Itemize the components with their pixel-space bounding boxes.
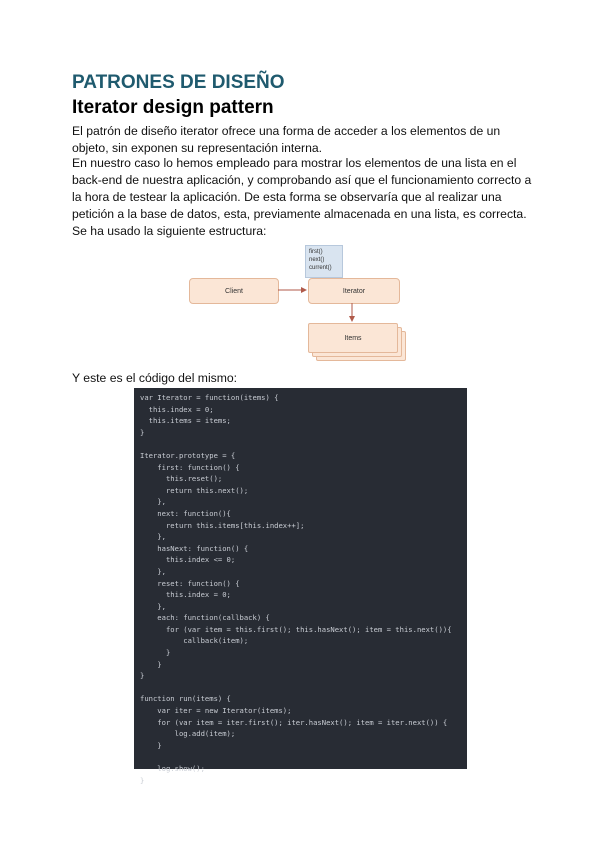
code-line: } xyxy=(140,648,171,658)
code-line: log.show(); xyxy=(140,764,205,773)
code-line: first: function() { xyxy=(140,462,240,472)
code-line: reset: function() { xyxy=(140,578,240,588)
client-label: Client xyxy=(225,287,243,295)
code-line: next: function(){ xyxy=(140,508,231,518)
code-line: } xyxy=(140,659,162,669)
code-line: hasNext: function() { xyxy=(140,543,249,553)
code-line: }, xyxy=(140,532,166,542)
method-first: first() xyxy=(309,249,323,255)
client-box xyxy=(189,278,279,304)
code-line: callback(item); xyxy=(140,636,249,646)
items-label: Items xyxy=(344,334,362,342)
code-line: this.index = 0; xyxy=(140,404,214,414)
code-line: }, xyxy=(140,566,166,576)
usage-paragraph: En nuestro caso lo hemos empleado para mostrar los elementos de una lista en el back-end de nuestra aplicación, y comprobando así que el funcionamiento correcto a la hora de testear la aplicación. De esta forma se observaría que al realizar una petición a la base de datos, esta, previamente almacenada en una lista, es correcta. Se ha usado la siguiente estructura: xyxy=(72,156,532,238)
code-line: } xyxy=(140,671,145,681)
code-line: }, xyxy=(140,497,166,507)
code-line: return this.next(); xyxy=(140,485,249,495)
code-line: for (var item = iter.first(); iter.hasNext(); item = iter.next()) { xyxy=(140,717,448,727)
code-line: Iterator.prototype = { xyxy=(140,450,236,460)
items-box xyxy=(308,323,398,353)
code-line: var Iterator = function(items) { xyxy=(140,393,279,402)
code-line: } xyxy=(140,427,145,437)
iterator-methods-note xyxy=(305,245,343,278)
code-line: log.add(item); xyxy=(140,729,236,739)
code-intro-paragraph: Y este es el código del mismo: xyxy=(72,371,238,385)
iterator-box xyxy=(308,278,400,304)
method-current: current() xyxy=(309,265,332,271)
code-line xyxy=(140,682,461,694)
code-line: }, xyxy=(140,601,166,611)
code-line: return this.items[this.index++]; xyxy=(140,520,305,530)
code-line: } xyxy=(140,775,145,785)
code-line xyxy=(140,438,461,450)
code-line: var iter = new Iterator(items); xyxy=(140,706,292,716)
code-line: this.reset(); xyxy=(140,474,223,484)
code-line: each: function(callback) { xyxy=(140,613,270,623)
code-line: this.index = 0; xyxy=(140,590,231,600)
method-next: next() xyxy=(309,257,325,263)
code-block xyxy=(134,388,467,785)
code-line: this.index <= 0; xyxy=(140,555,236,565)
page-title: PATRONES DE DISEÑO xyxy=(72,72,285,93)
code-line: this.items = items; xyxy=(140,416,231,426)
code-line: } xyxy=(140,740,162,750)
code-line: function run(items) { xyxy=(140,694,231,704)
section-title: Iterator design pattern xyxy=(72,97,274,118)
iterator-label: Iterator xyxy=(342,287,366,295)
code-line xyxy=(140,751,461,763)
code-line: for (var item = this.first(); this.hasNext(); item = this.next()){ xyxy=(140,624,452,634)
intro-paragraph: El patrón de diseño iterator ofrece una forma de acceder a los elementos de un objeto, sin exponen su representación interna. xyxy=(72,124,501,155)
